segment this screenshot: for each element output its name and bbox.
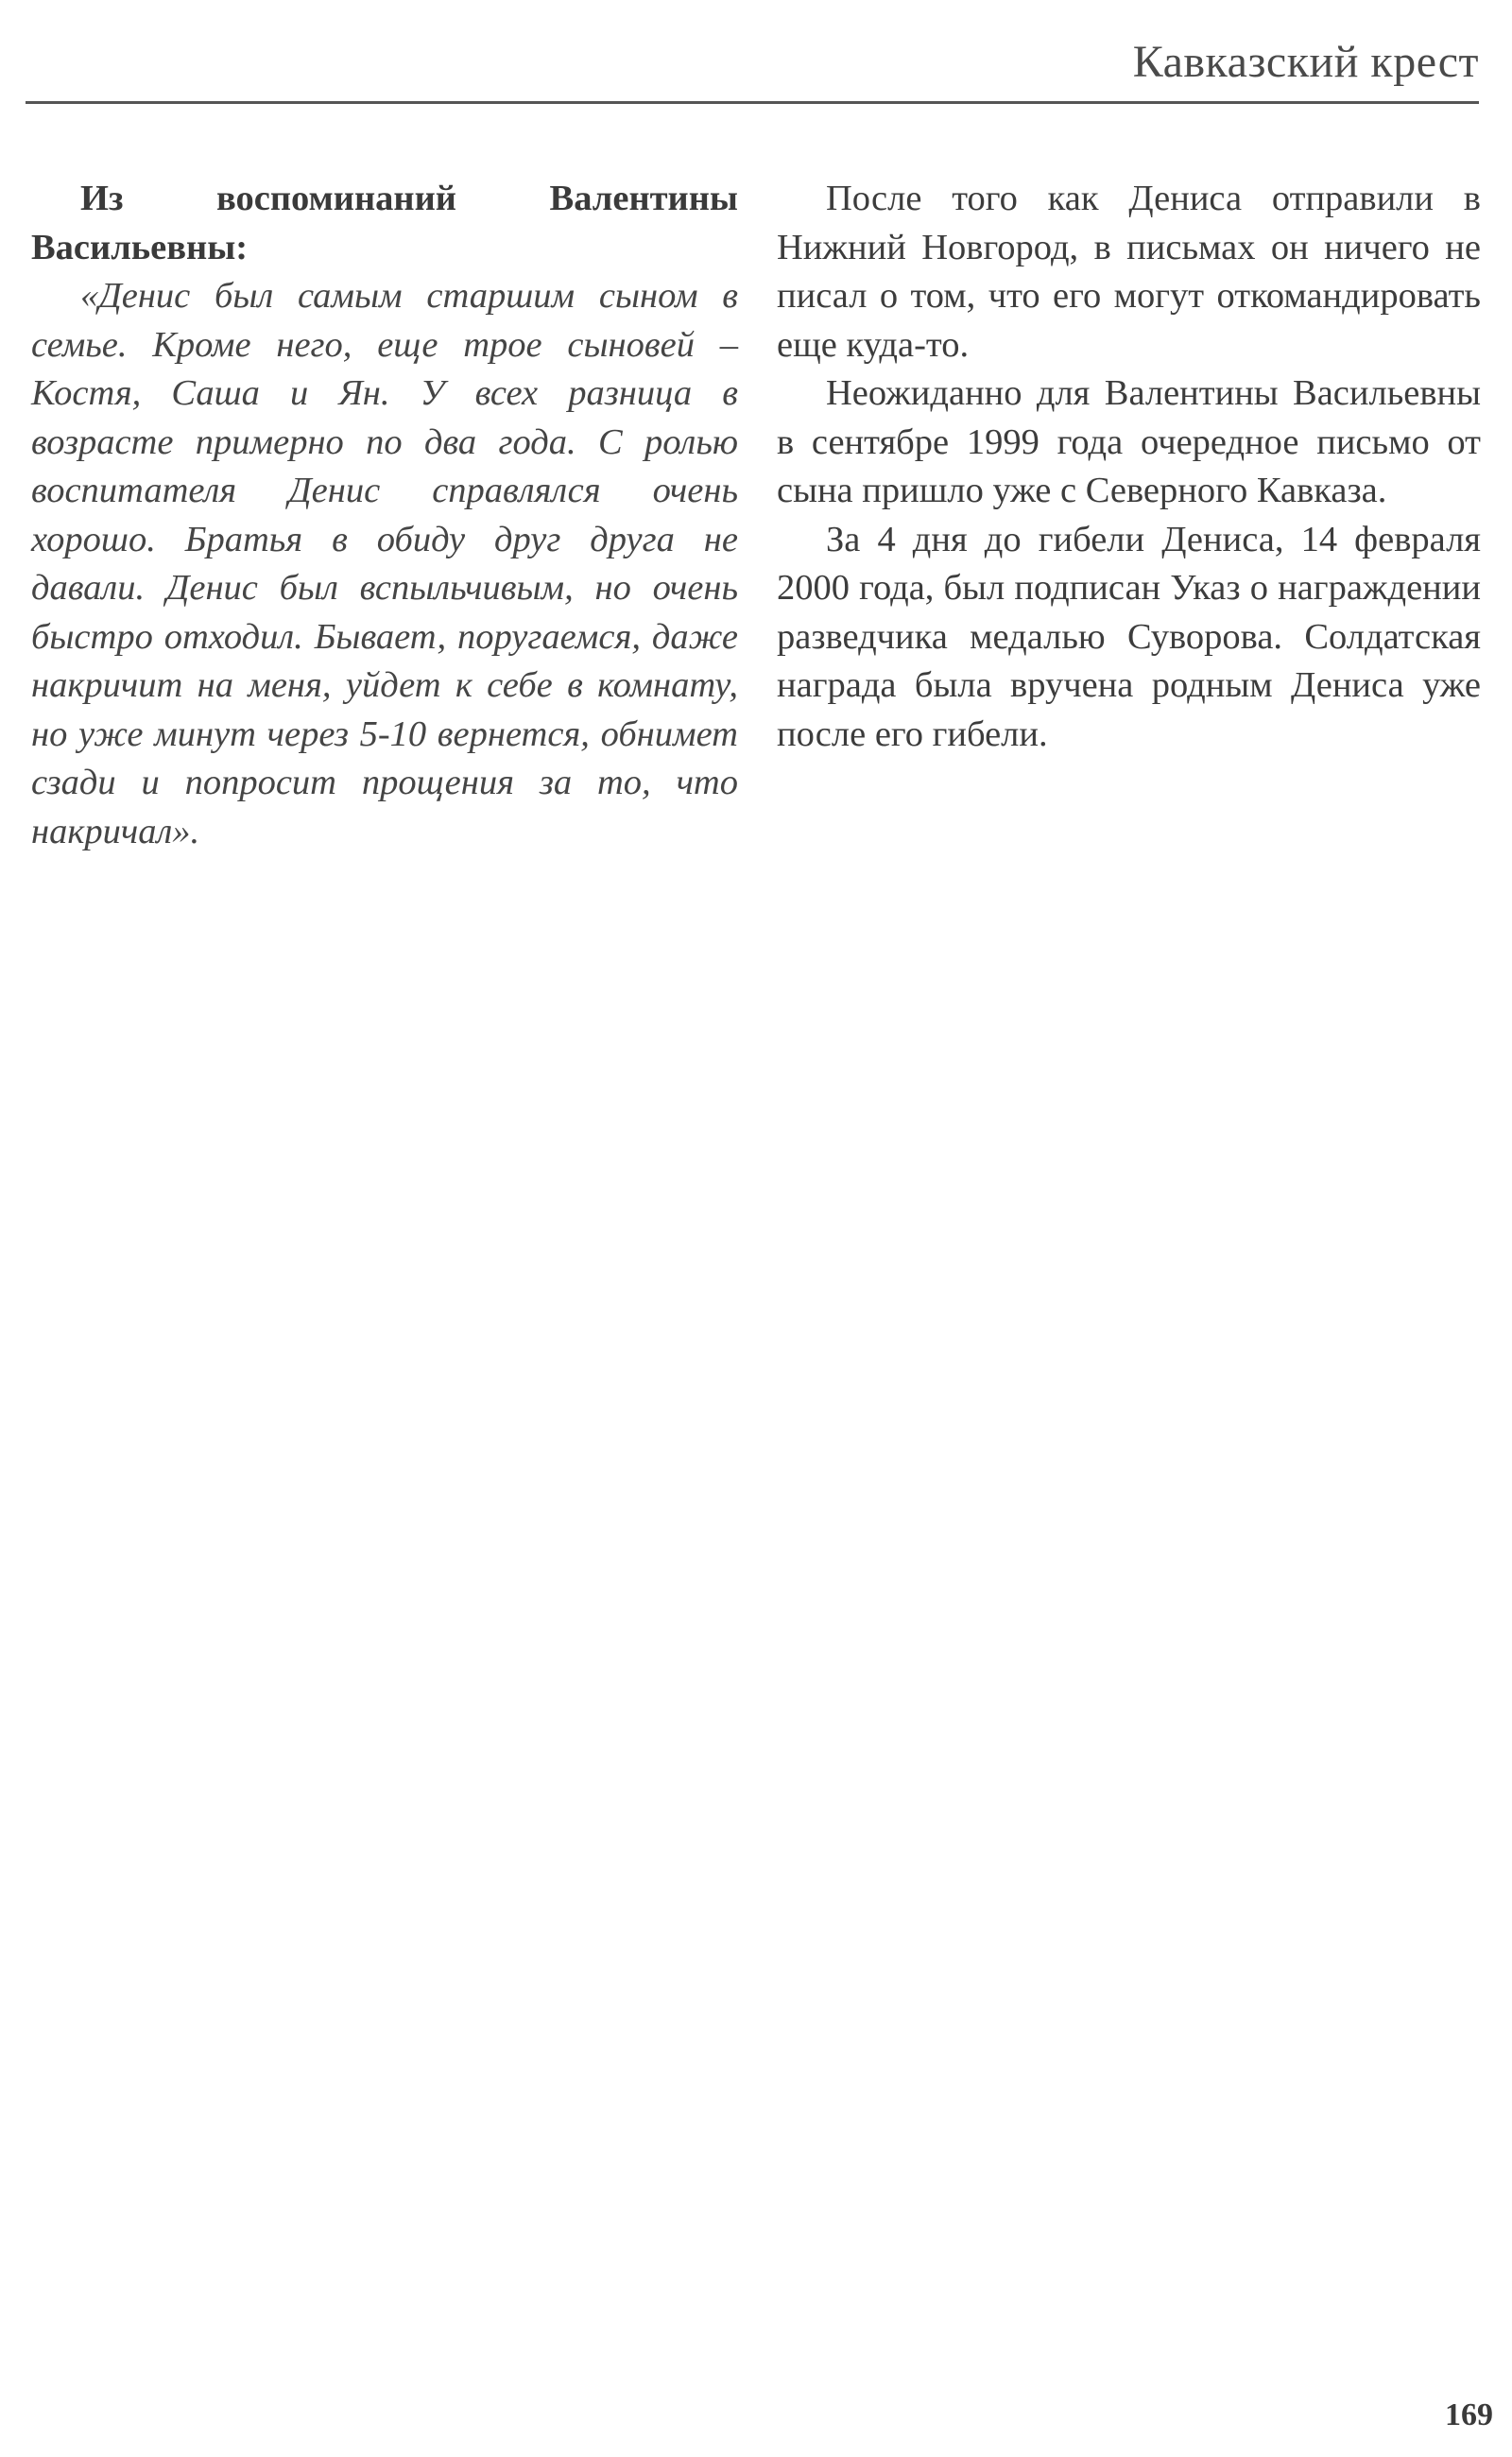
page-number: 169: [1445, 2397, 1493, 2432]
left-column: [31, 175, 738, 856]
header-divider: [26, 101, 1479, 104]
memoir-intro: Из воспоминаний Валентины Васильевны:: [31, 179, 738, 267]
paragraph-3: За 4 дня до гибели Дениса, 14 февраля 2000 года, был подписан Указ о награждении разведчика медалью Суворова. Солдатская награда была вручена родным Дениса уже после его гибели.: [777, 519, 1481, 754]
right-column: [777, 175, 1481, 759]
paragraph-1: После того как Дениса отправили в Нижний Новгород, в письмах он ничего не писал о том, что его могут откомандировать еще куда-то.: [777, 179, 1481, 365]
running-head-title: Кавказский крест: [1132, 37, 1479, 87]
paragraph-2: Неожиданно для Валентины Васильевны в сентябре 1999 года очередное письмо от сына пришло уже с Северного Кавказа.: [777, 373, 1481, 510]
memoir-quote: «Денис был самым старшим сыном в семье. Кроме него, еще трое сыновей – Костя, Саша и Ян. У всех разница в возрасте примерно по два года. С ролью воспитателя Денис справлялся очень хорошо. Братья в обиду друг друга не давали. Денис был вспыльчивым, но очень быстро отходил. Бывает, поругаемся, даже накричит на меня, уйдет к себе в комнату, но уже минут через 5-10 вернется, обнимет сзади и попросит прощения за то, что накричал».: [31, 276, 738, 851]
